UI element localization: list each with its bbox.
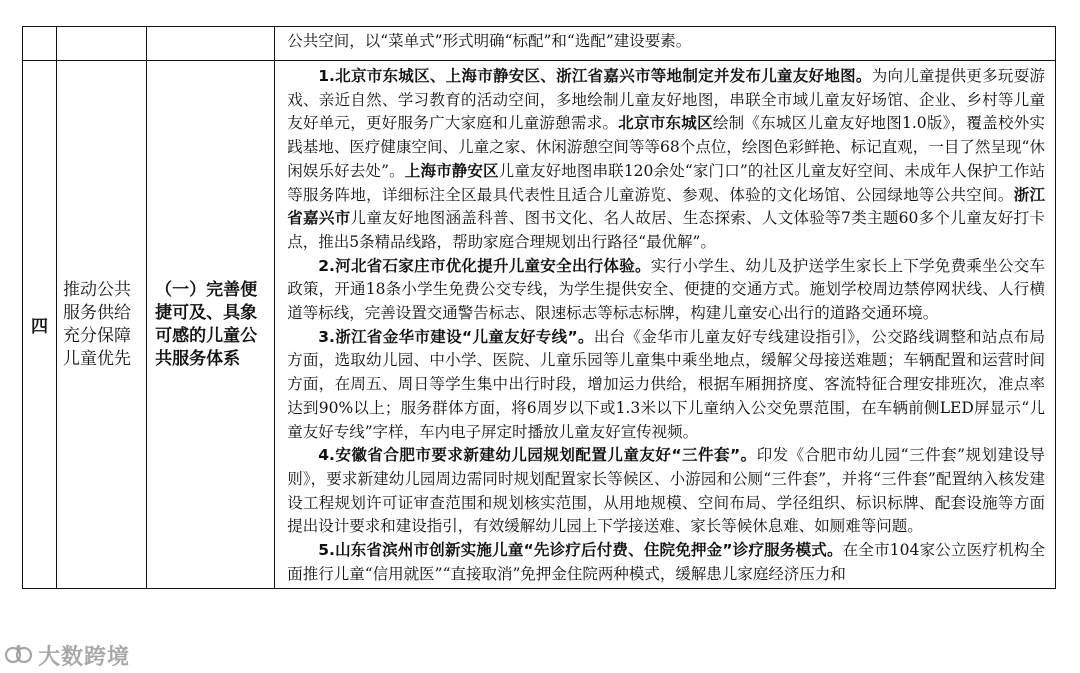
table-row-main — [23, 61, 1056, 589]
item-bold-1c: 浙江省嘉兴市 — [287, 185, 1045, 228]
category-cell: 推动公共服务供给充分保障儿童优先 — [57, 61, 147, 589]
item-text-5: 在全市104家公立医疗机构全面推行儿童“信用就医”“直接取消”免押金住院两种模式，缓解患儿家庭经济压力和 — [287, 541, 1045, 583]
item-heading-3: 3.浙江省金华市建设“儿童友好专线”。 — [318, 327, 594, 346]
item-paragraph-4 — [287, 444, 1045, 539]
item-text-2: 实行小学生、幼儿及护送学生家长上下学免费乘坐公交车政策，开通18条小学生免费公交专线，为学生提供安全、便捷的交通方式。施划学校周边禁停网状线、人行横道等标线，完善设置交通警告标志、限速标志等标志标牌，构建儿童安心出行的道路交通环境。 — [287, 256, 1045, 323]
content-cell-main — [275, 61, 1056, 589]
item-text-1b: 绘制《东城区儿童友好地图1.0版》，覆盖校外实践基地、医疗健康空间、儿童之家、休闲游憩空间等等68个点位，绘图色彩鲜艳、标记直观，一目了然呈现“休闲娱乐好去处”。 — [287, 114, 1045, 180]
subcategory-cell: （一）完善便捷可及、具象可感的儿童公共服务体系 — [147, 61, 275, 589]
content-cell-previous — [275, 27, 1056, 61]
item-text-3: 出台《金华市儿童友好专线建设指引》，公交路线调整和站点布局方面，选取幼儿园、中小学、医院、儿童乐园等儿童集中乘坐地点，缓解父母接送难题；车辆配置和运营时间方面，在周五、周日等学生集中出行时段，增加运力供给，根据车厢拥挤度、客流特征合理安排班次，准点率达到90%以上；服务群体方面，将6周岁以下或1.3米以下儿童纳入公交免票范围，在车辆前侧LED屏显示“儿童友好专线”字样，车内电子屏定时播放儿童友好宣传视频。 — [287, 327, 1045, 441]
item-paragraph-5 — [287, 539, 1045, 586]
number-cell-empty — [23, 27, 57, 61]
item-heading-2: 2.河北省石家庄市优化提升儿童安全出行体验。 — [318, 256, 651, 275]
previous-content-text: 公共空间，以“菜单式”形式明确“标配”和“选配”建设要素。 — [287, 32, 692, 50]
item-heading-1: 1.北京市东城区、上海市静安区、浙江省嘉兴市等地制定并发布儿童友好地图。 — [318, 67, 872, 85]
item-paragraph-1 — [287, 65, 1045, 255]
watermark — [4, 640, 130, 670]
item-bold-1a: 北京市东城区 — [618, 114, 713, 133]
brand-logo-icon — [4, 642, 34, 668]
item-heading-5: 5.山东省滨州市创新实施儿童“先诊疗后付费、住院免押金”诊疗服务模式。 — [318, 541, 843, 560]
subcategory-cell-empty — [147, 27, 275, 61]
item-text-1d: 儿童友好地图涵盖科普、图书文化、名人故居、生态探索、人文体验等7类主题60多个儿童友好打卡点，推出5条精品线路，帮助家庭合理规划出行路径“最优解”。 — [287, 209, 1045, 251]
item-bold-1b: 上海市静安区 — [404, 161, 499, 180]
item-text-1c: 儿童友好地图串联120余处“家门口”的社区儿童友好空间、未成年人保护工作站等服务阵地，详细标注全区最具代表性且适合儿童游览、参观、体验的文化场馆、公园绿地等公共空间。 — [287, 161, 1045, 204]
table-row-previous — [23, 27, 1056, 61]
row-number: 四 — [23, 61, 57, 589]
item-paragraph-2 — [287, 255, 1045, 326]
category-cell-empty — [57, 27, 147, 61]
watermark-text: 大数跨境 — [38, 644, 131, 670]
item-text-4: 印发《合肥市幼儿园“三件套”规划建设导则》，要求新建幼儿园周边需同时规划配置家长等候区、小游园和公厕“三件套”，并将“三件套”配置纳入核发建设工程规划许可证审查范围和规划核实范围，从用地规模、空间布局、学径组织、标识标牌、配套设施等方面提出设计要求和建设指引，有效缓解幼儿园上下学接送难、家长等候休息难、如厕难等问题。 — [287, 446, 1045, 536]
policy-table — [22, 26, 1056, 589]
item-paragraph-3 — [287, 326, 1045, 445]
item-heading-4: 4.安徽省合肥市要求新建幼儿园规划配置儿童友好“三件套”。 — [318, 446, 757, 465]
item-text-1a: 为向儿童提供更多玩耍游戏、亲近自然、学习教育的活动空间，多地绘制儿童友好地图，串联全市域儿童友好场馆、企业、乡村等儿童友好单元，更好服务广大家庭和儿童游憩需求。 — [287, 67, 1045, 133]
